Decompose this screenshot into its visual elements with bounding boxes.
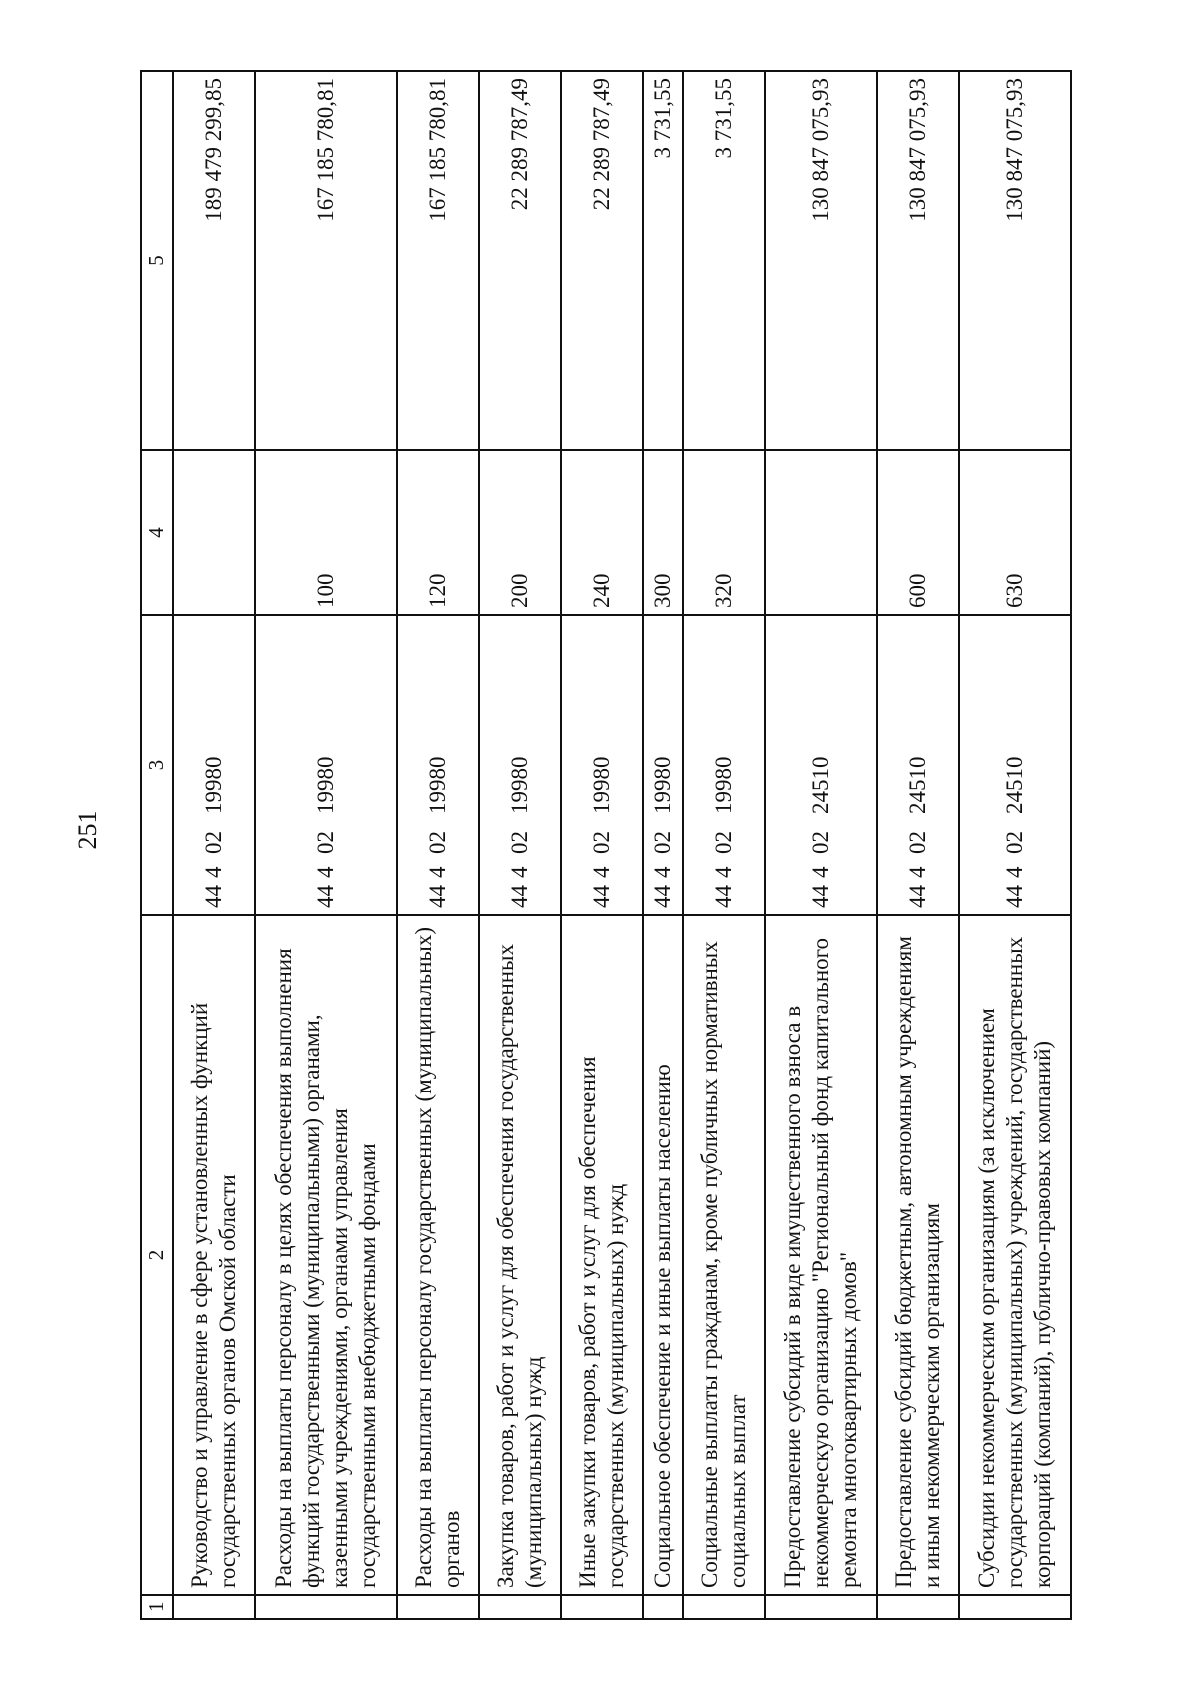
- amount-cell: 22 289 787,49: [479, 71, 561, 450]
- expense-kind-cell: 300: [643, 450, 683, 615]
- code-part-4: 19980: [588, 756, 614, 814]
- row-number-cell: [683, 1595, 765, 1619]
- code-part-1: 44: [710, 885, 736, 908]
- classification-code-cell: [643, 615, 683, 915]
- classification-code-cell: [255, 615, 397, 915]
- description-cell: Расходы на выплаты персоналу государственных (муниципальных) органов: [397, 915, 479, 1595]
- table-row: [765, 71, 877, 1619]
- header-col-2: 2: [141, 915, 173, 1595]
- table-row: [397, 71, 479, 1619]
- table-header-row: [141, 71, 173, 1619]
- table-row: [643, 71, 683, 1619]
- row-number-cell: [959, 1595, 1071, 1619]
- code-part-1: 44: [200, 885, 226, 908]
- row-number-cell: [765, 1595, 877, 1619]
- row-number-cell: [561, 1595, 643, 1619]
- classification-code-cell: [397, 615, 479, 915]
- code-part-3: 02: [424, 831, 450, 854]
- code-part-3: 02: [312, 831, 338, 854]
- code-part-3: 02: [200, 831, 226, 854]
- code-part-1: 44: [649, 885, 675, 908]
- row-number-cell: [643, 1595, 683, 1619]
- code-part-2: 4: [1001, 866, 1027, 878]
- table-row: [959, 71, 1071, 1619]
- header-col-4: 4: [141, 450, 173, 615]
- code-part-2: 4: [904, 866, 930, 878]
- expense-kind-cell: 120: [397, 450, 479, 615]
- row-number-cell: [479, 1595, 561, 1619]
- table-row: [877, 71, 959, 1619]
- expense-kind-cell: [765, 450, 877, 615]
- expense-kind-cell: 600: [877, 450, 959, 615]
- row-number-cell: [877, 1595, 959, 1619]
- classification-code-cell: [765, 615, 877, 915]
- budget-table: [140, 70, 1072, 1620]
- table-row: [173, 71, 255, 1619]
- expense-kind-cell: 200: [479, 450, 561, 615]
- amount-cell: 167 185 780,81: [255, 71, 397, 450]
- header-col-3: 3: [141, 615, 173, 915]
- code-part-4: 19980: [649, 756, 675, 814]
- table-row: [561, 71, 643, 1619]
- code-part-4: 19980: [710, 756, 736, 814]
- classification-code-cell: [561, 615, 643, 915]
- description-cell: Предоставление субсидий бюджетным, автономным учреждениям и иным некоммерческим организациям: [877, 915, 959, 1595]
- code-part-1: 44: [424, 885, 450, 908]
- description-cell: Предоставление субсидий в виде имущественного взноса в некоммерческую организацию "Региональный фонд капитального ремонта многоквартирных домов": [765, 915, 877, 1595]
- description-cell: Расходы на выплаты персоналу в целях обеспечения выполнения функций государственными (муниципальными) органами, казенными учреждениями, органами управления государственными внебюджетными фондами: [255, 915, 397, 1595]
- header-col-5: 5: [141, 71, 173, 450]
- code-part-4: 19980: [506, 756, 532, 814]
- code-part-3: 02: [588, 831, 614, 854]
- code-part-1: 44: [1001, 885, 1027, 908]
- code-part-1: 44: [506, 885, 532, 908]
- description-cell: Руководство и управление в сфере установленных функций государственных органов Омской области: [173, 915, 255, 1595]
- budget-table-rotated: [140, 72, 1060, 1620]
- code-part-3: 02: [1001, 831, 1027, 854]
- code-part-2: 4: [312, 866, 338, 878]
- table-row: [479, 71, 561, 1619]
- classification-code-cell: [683, 615, 765, 915]
- table-row: [255, 71, 397, 1619]
- amount-cell: 167 185 780,81: [397, 71, 479, 450]
- code-part-4: 24510: [904, 756, 930, 814]
- expense-kind-cell: 100: [255, 450, 397, 615]
- row-number-cell: [255, 1595, 397, 1619]
- table-row: [683, 71, 765, 1619]
- code-part-4: 19980: [424, 756, 450, 814]
- code-part-4: 19980: [312, 756, 338, 814]
- code-part-3: 02: [649, 831, 675, 854]
- expense-kind-cell: 320: [683, 450, 765, 615]
- code-part-3: 02: [506, 831, 532, 854]
- code-part-2: 4: [588, 866, 614, 878]
- code-part-1: 44: [312, 885, 338, 908]
- code-part-1: 44: [904, 885, 930, 908]
- code-part-4: 24510: [1001, 756, 1027, 814]
- amount-cell: 22 289 787,49: [561, 71, 643, 450]
- code-part-2: 4: [424, 866, 450, 878]
- code-part-4: 24510: [807, 756, 833, 814]
- description-cell: Иные закупки товаров, работ и услуг для обеспечения государственных (муниципальных) нужд: [561, 915, 643, 1595]
- code-part-2: 4: [506, 866, 532, 878]
- code-part-3: 02: [807, 831, 833, 854]
- classification-code-cell: [959, 615, 1071, 915]
- code-part-2: 4: [807, 866, 833, 878]
- code-part-1: 44: [588, 885, 614, 908]
- amount-cell: 3 731,55: [643, 71, 683, 450]
- page-number: 251: [73, 810, 102, 850]
- description-cell: Субсидии некоммерческим организациям (за исключением государственных (муниципальных) учреждений, государственных корпораций (компаний), публично-правовых компаний): [959, 915, 1071, 1595]
- code-part-3: 02: [904, 831, 930, 854]
- code-part-2: 4: [200, 866, 226, 878]
- row-number-cell: [173, 1595, 255, 1619]
- classification-code-cell: [877, 615, 959, 915]
- code-part-2: 4: [649, 866, 675, 878]
- header-col-1: 1: [141, 1595, 173, 1619]
- expense-kind-cell: [173, 450, 255, 615]
- description-cell: Социальное обеспечение и иные выплаты населению: [643, 915, 683, 1595]
- classification-code-cell: [479, 615, 561, 915]
- expense-kind-cell: 240: [561, 450, 643, 615]
- amount-cell: 3 731,55: [683, 71, 765, 450]
- description-cell: Закупка товаров, работ и услуг для обеспечения государственных (муниципальных) нужд: [479, 915, 561, 1595]
- description-cell: Социальные выплаты гражданам, кроме публичных нормативных социальных выплат: [683, 915, 765, 1595]
- code-part-1: 44: [807, 885, 833, 908]
- code-part-3: 02: [710, 831, 736, 854]
- amount-cell: 130 847 075,93: [959, 71, 1071, 450]
- code-part-4: 19980: [200, 756, 226, 814]
- code-part-2: 4: [710, 866, 736, 878]
- classification-code-cell: [173, 615, 255, 915]
- amount-cell: 189 479 299,85: [173, 71, 255, 450]
- expense-kind-cell: 630: [959, 450, 1071, 615]
- amount-cell: 130 847 075,93: [877, 71, 959, 450]
- amount-cell: 130 847 075,93: [765, 71, 877, 450]
- row-number-cell: [397, 1595, 479, 1619]
